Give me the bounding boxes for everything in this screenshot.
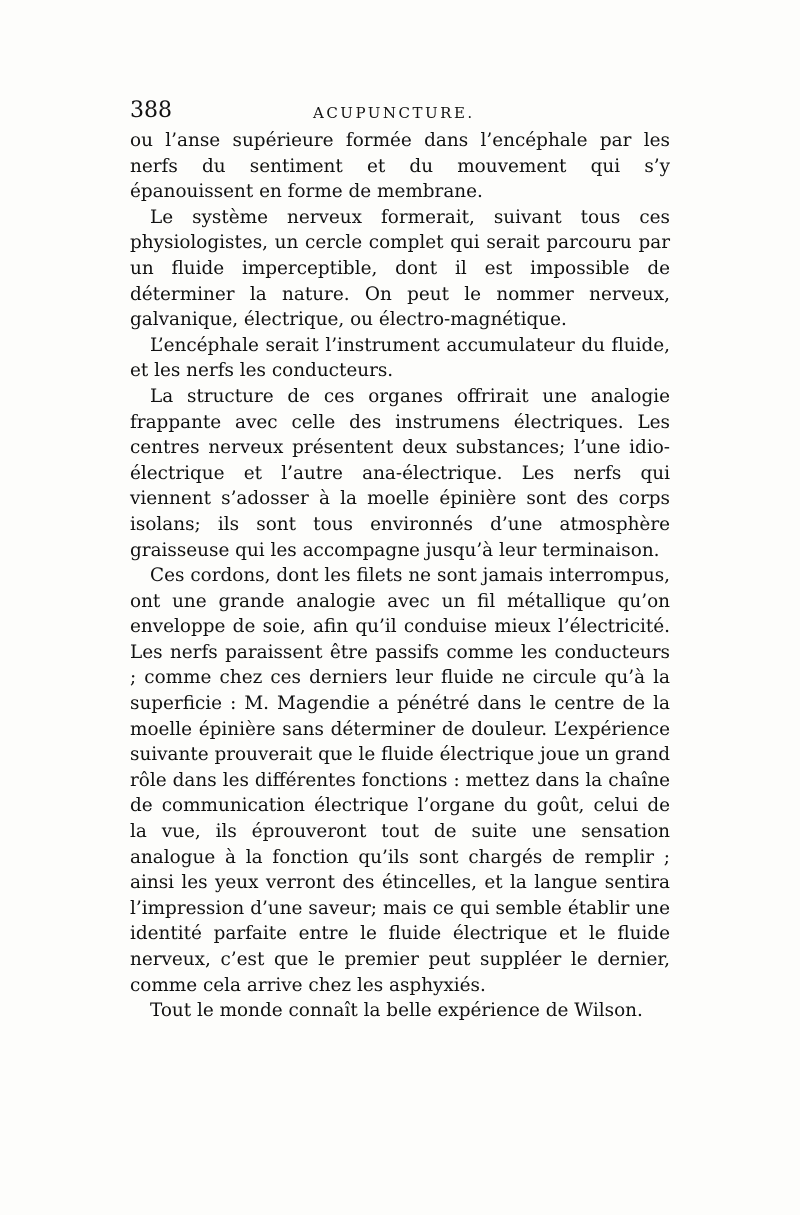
page-header <box>130 98 670 128</box>
paragraph: ou l’anse supérieure formée dans l’encéphale par les nerfs du sentiment et du mouvement qui s’y épanouissent en forme de membrane. <box>130 130 670 203</box>
paragraph: L’encéphale serait l’instrument accumulateur du fluide, et les nerfs les conducteurs. <box>130 334 670 382</box>
paragraph: La structure de ces organes offrirait une analogie frappante avec celle des instrumens électriques. Les centres nerveux présentent deux substances; l’une idio-électrique et l’autre ana-électrique. Les nerfs qui viennent s’adosser à la moelle épinière sont des corps isolans; ils sont tous environnés d’une atmosphère graisseuse qui les accompagne jusqu’à leur terminaison. <box>130 385 670 561</box>
page-number: 388 <box>130 98 172 123</box>
paragraph: Le système nerveux formerait, suivant tous ces physiologistes, un cercle complet qui serait parcouru par un fluide imperceptible, dont il est impossible de déterminer la nature. On peut le nommer nerveux, galvanique, électrique, ou électro-magnétique. <box>130 206 670 331</box>
paragraph: Tout le monde connaît la belle expérience de Wilson. <box>150 1000 643 1022</box>
running-title: ACUPUNCTURE. <box>313 104 475 122</box>
paragraph: Ces cordons, dont les filets ne sont jamais interrompus, ont une grande analogie avec un fil métallique qu’on enveloppe de soie, afin qu’il conduise mieux l’électricité. Les nerfs paraissent être passifs comme les conducteurs ; comme chez ces derniers leur fluide ne circule qu’à la superficie : M. Magendie a pénétré dans le centre de la moelle épinière sans déterminer de douleur. L’expérience suivante prouverait que le fluide électrique joue un grand rôle dans les différentes fonctions : mettez dans la chaîne de communication électrique l’organe du goût, celui de la vue, ils éprouveront tout de suite une sensation analogue à la fonction qu’ils sont chargés de remplir ; ainsi les yeux verront des étincelles, et la langue sentira l’impression d’une saveur; mais ce qui semble établir une identité parfaite entre le fluide électrique et le fluide nerveux, c’est que le premier peut suppléer le dernier, comme cela arrive chez les asphyxiés. <box>130 565 670 996</box>
body-text <box>130 128 670 1024</box>
